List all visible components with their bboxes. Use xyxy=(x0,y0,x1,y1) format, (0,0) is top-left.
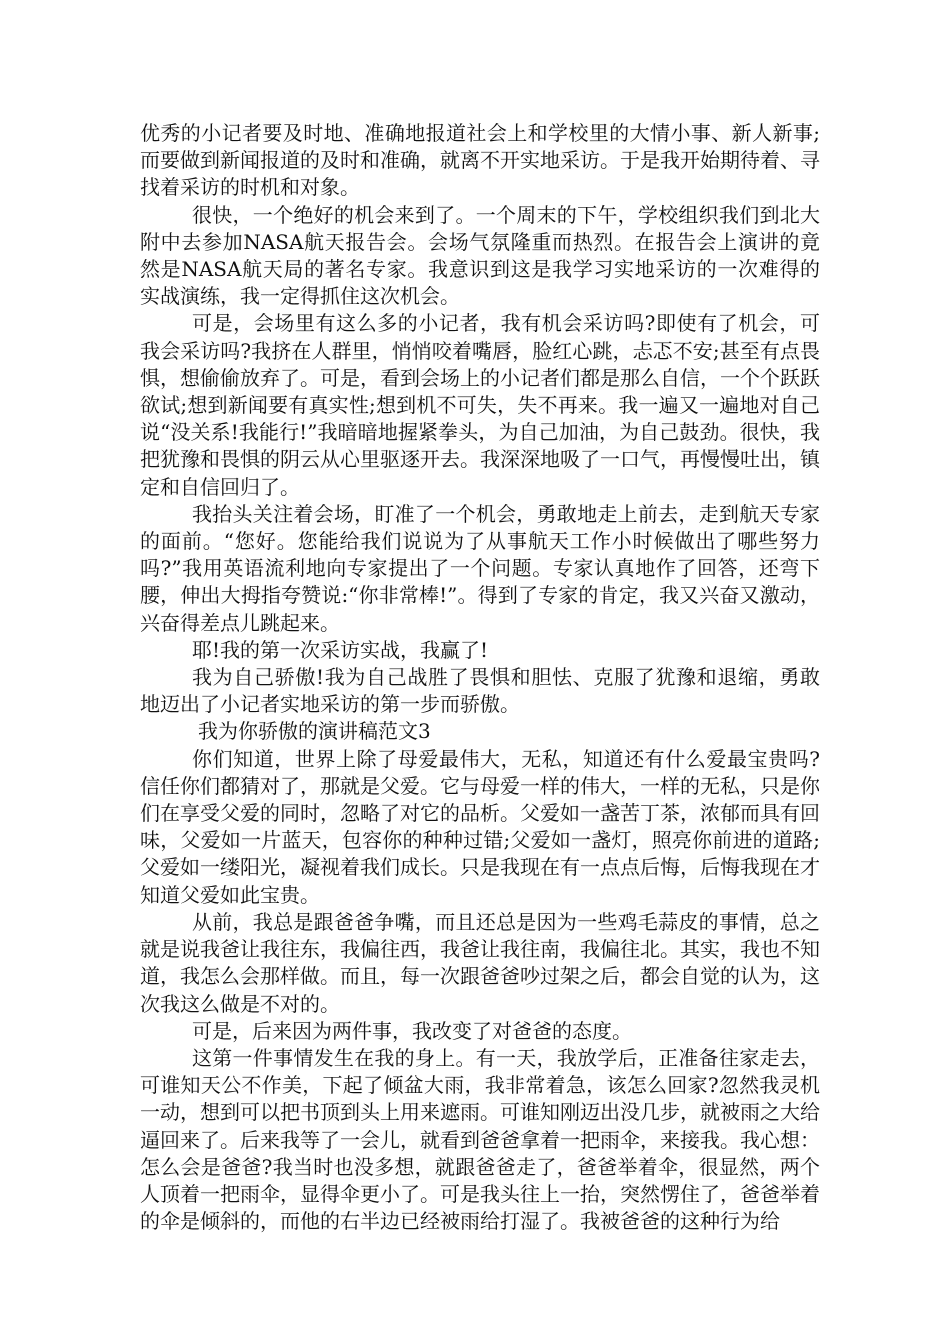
paragraph-change: 可是，后来因为两件事，我改变了对爸爸的态度。 xyxy=(192,1018,632,1043)
paragraph-pride: 我为自己骄傲!我为自己战胜了畏惧和胆怯、克服了犹豫和退缩，勇敢地迈出了小记者实地采访的第一步而骄傲。 xyxy=(140,665,820,717)
paragraph-opportunity: 很快，一个绝好的机会来到了。一个周末的下午，学校组织我们到北大附中去参加NASA航天报告会。会场气氛隆重而热烈。在报告会上演讲的竟然是NASA航天局的著名专家。我意识到这是我学习实地采访的一次难得的实战演练，我一定得抓住这次机会。 xyxy=(140,202,820,309)
paragraph-victory: 耶!我的第一次采访实战，我赢了! xyxy=(192,637,489,662)
document-page xyxy=(140,120,820,1235)
paragraph-intro: 优秀的小记者要及时地、准确地报道社会上和学校里的大情小事、新人新事;而要做到新闻报道的及时和准确，就离不开实地采访。于是我开始期待着、寻找着采访的时机和对象。 xyxy=(140,121,820,200)
paragraph-interview: 我抬头关注着会场，盯准了一个机会，勇敢地走上前去，走到航天专家的面前。“您好。您能给我们说说为了从事航天工作小时候做出了哪些努力吗?”我用英语流利地向专家提出了一个问题。专家认真地作了回答，还弯下腰，伸出大拇指夸赞说:“你非常棒!”。得到了专家的肯定，我又兴奋又激动，兴奋得差点儿跳起来。 xyxy=(140,501,820,635)
section-heading: 我为你骄傲的演讲稿范文3 xyxy=(198,719,431,744)
paragraph-hesitation: 可是，会场里有这么多的小记者，我有机会采访吗?即使有了机会，可我会采访吗?我挤在人群里，悄悄咬着嘴唇，脸红心跳，忐忑不安;甚至有点畏惧，想偷偷放弃了。可是，看到会场上的小记者们都是那么自信，一个个跃跃欲试;想到新闻要有真实性;想到机不可失，失不再来。我一遍又一遍地对自己说“没关系!我能行!”我暗暗地握紧拳头，为自己加油，为自己鼓劲。很快，我把犹豫和畏惧的阴云从心里驱逐开去。我深深地吸了一口气，再慢慢吐出，镇定和自信回归了。 xyxy=(140,311,820,499)
paragraph-fatherly-love: 你们知道，世界上除了母爱最伟大，无私，知道还有什么爱最宝贵吗?信任你们都猜对了，那就是父爱。它与母爱一样的伟大，一样的无私，只是你们在享受父爱的同时，忽略了对它的品析。父爱如一盏苦丁茶，浓郁而具有回味，父爱如一片蓝天，包容你的种种过错;父爱如一盏灯，照亮你前进的道路;父爱如一缕阳光，凝视着我们成长。只是我现在有一点点后悔，后悔我现在才知道父爱如此宝贵。 xyxy=(140,746,820,907)
paragraph-arguments: 从前，我总是跟爸爸争嘴，而且还总是因为一些鸡毛蒜皮的事情，总之就是说我爸让我往东，我偏往西，我爸让我往南，我偏往北。其实，我也不知道，我怎么会那样做。而且，每一次跟爸爸吵过架之后，都会自觉的认为，这次我这么做是不对的。 xyxy=(140,909,820,1016)
paragraph-rain-story: 这第一件事情发生在我的身上。有一天，我放学后，正准备往家走去，可谁知天公不作美，下起了倾盆大雨，我非常着急，该怎么回家?忽然我灵机一动，想到可以把书顶到头上用来遮雨。可谁知刚迈出没几步，就被雨之大给逼回来了。后来我等了一会儿，就看到爸爸拿着一把雨伞，来接我。我心想：怎么会是爸爸?我当时也没多想，就跟爸爸走了，爸爸举着伞，很显然，两个人顶着一把雨伞，显得伞更小了。可是我头往上一抬，突然愣住了，爸爸举着的伞是倾斜的，而他的右半边已经被雨给打湿了。我被爸爸的这种行为给 xyxy=(140,1045,820,1234)
